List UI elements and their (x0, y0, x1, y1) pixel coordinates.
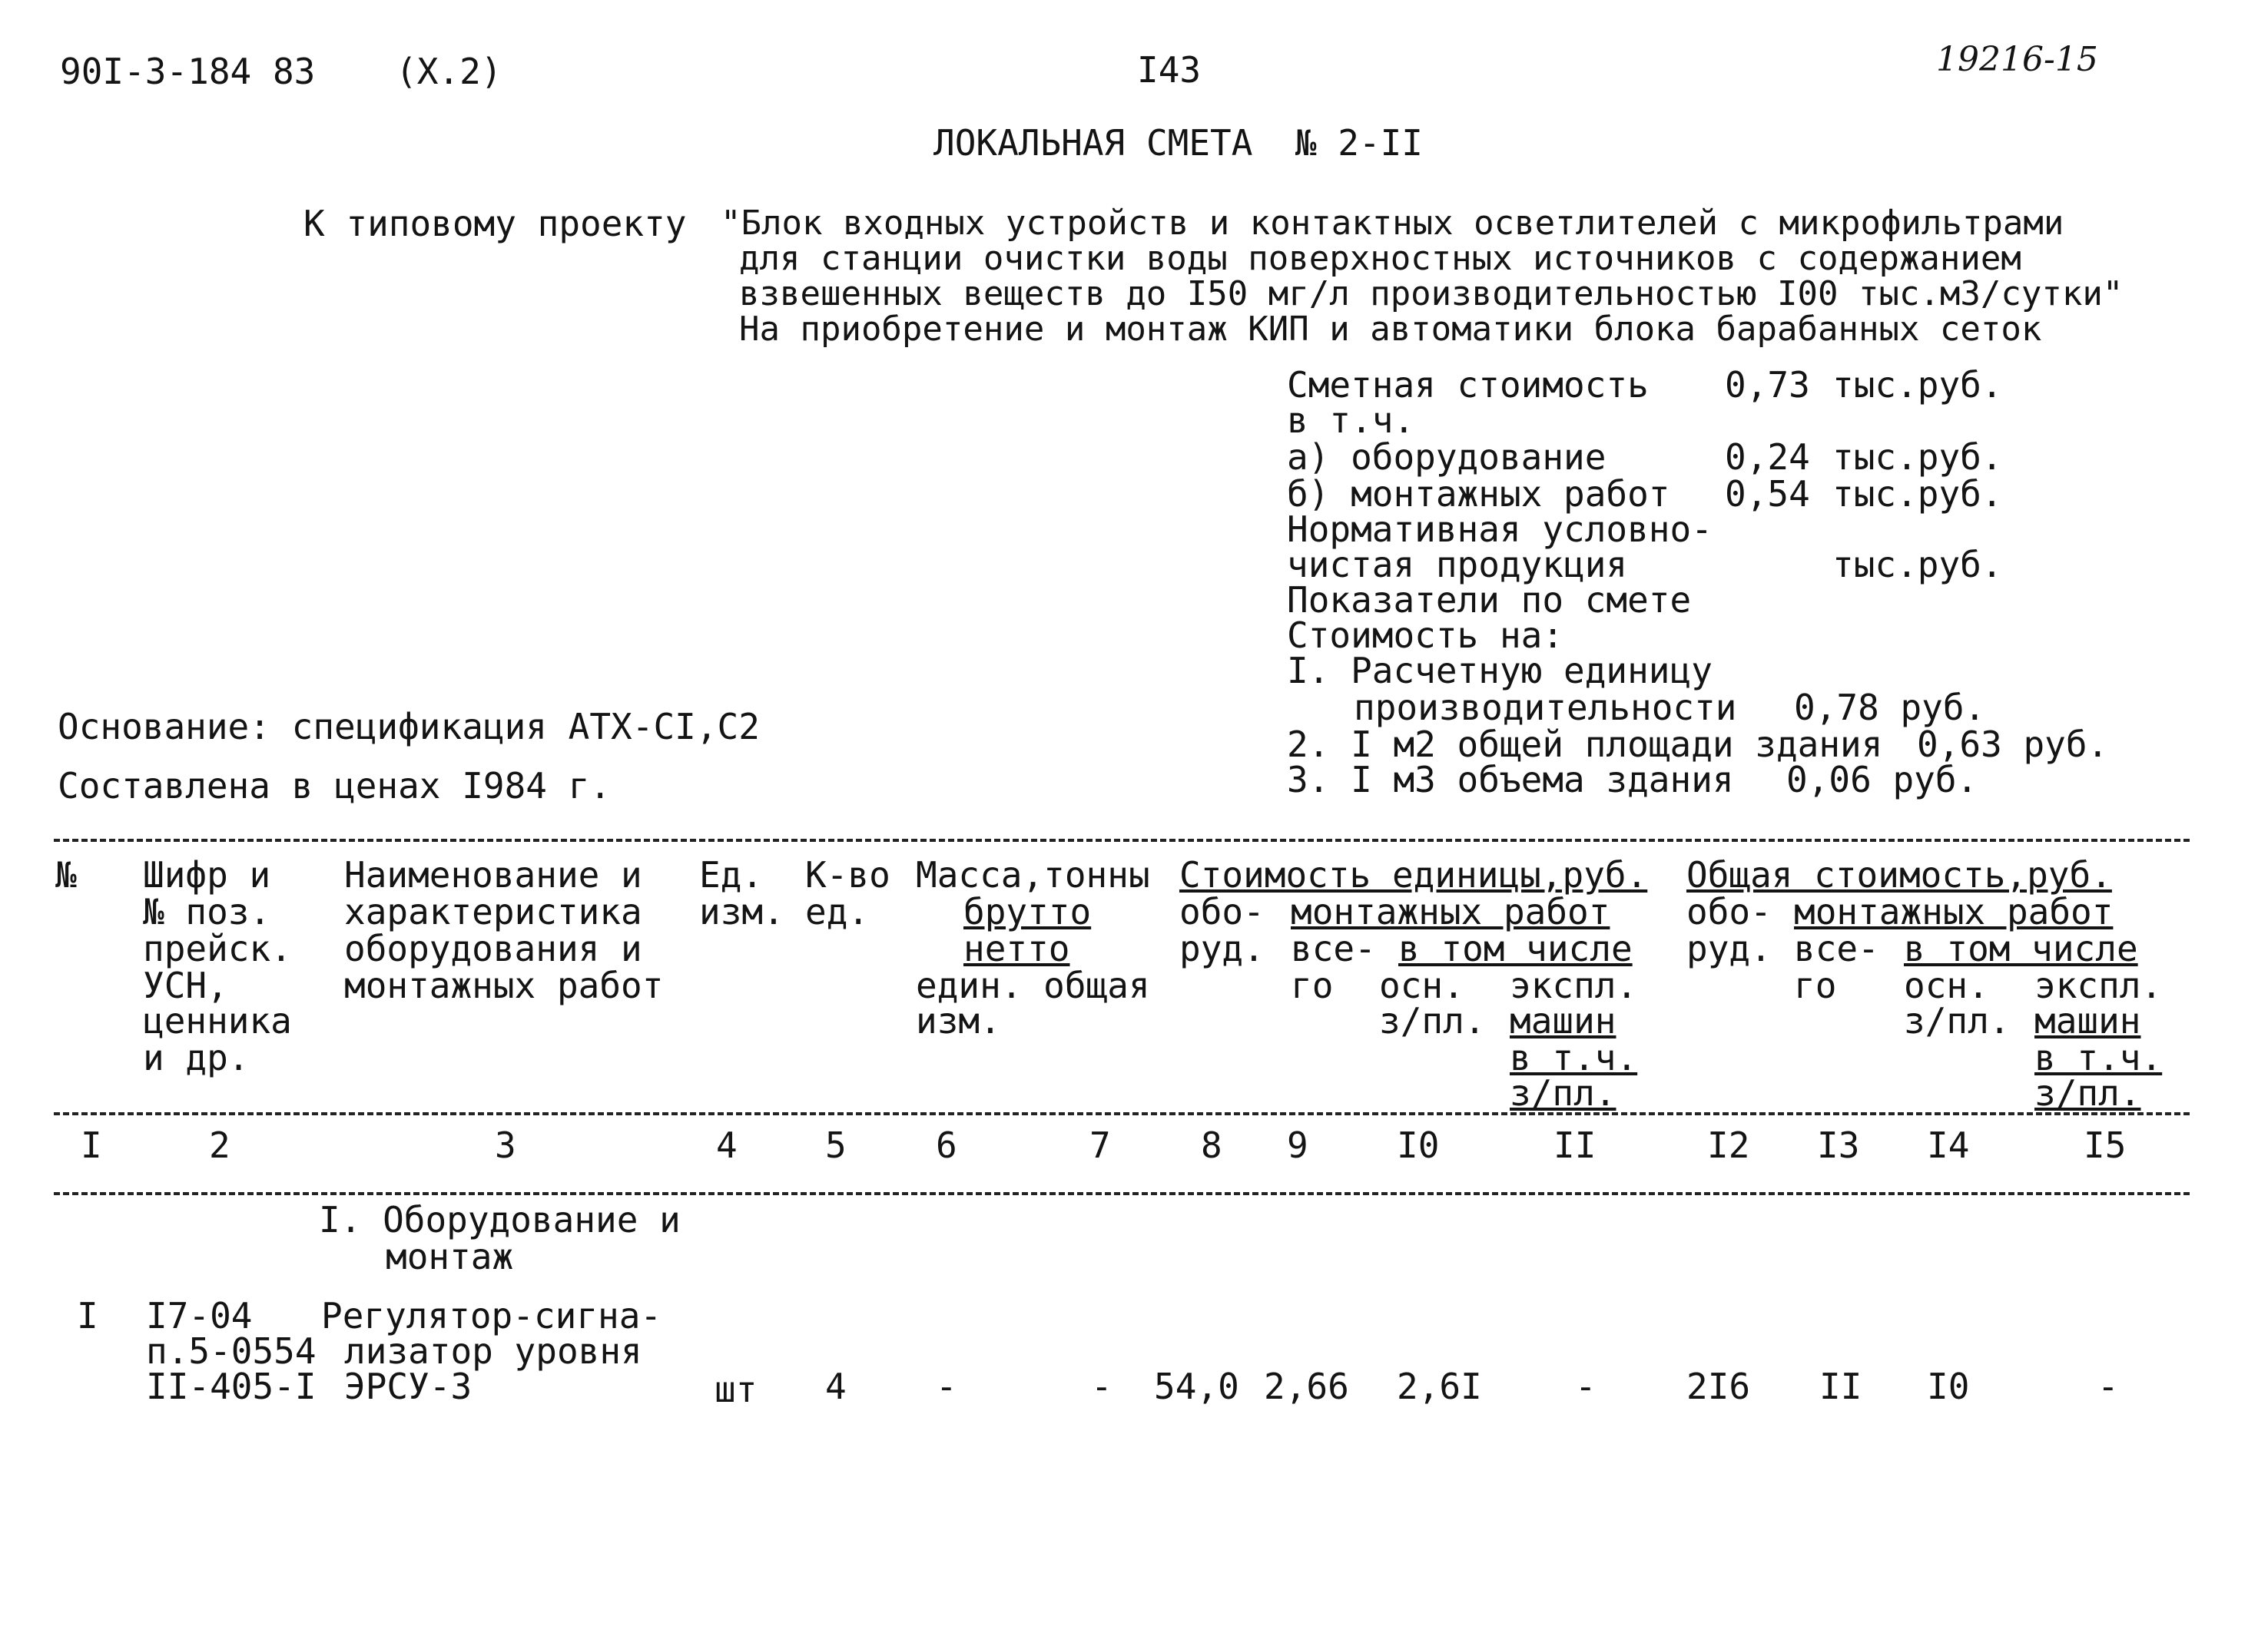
row-mass-unit: - (936, 1366, 957, 1407)
col-number: I0 (1397, 1125, 1440, 1166)
col-header-qty-2: ед. (805, 891, 870, 932)
project-line-2: для станции очистки воды поверхностных источников с содержанием (739, 239, 2021, 278)
row-name-3: ЭРСУ-3 (344, 1366, 472, 1407)
project-code: 90I-3-184 83 (60, 51, 316, 92)
col-header-code-2: № поз. (143, 891, 271, 932)
normative-label-2: чистая продукция (1287, 544, 1628, 585)
col-number: II (1553, 1125, 1597, 1166)
item1-label-1: I. Расчетную единицу (1287, 650, 1713, 691)
col-header-total-cost: Общая стоимость,руб. (1686, 854, 2112, 896)
col-header-unit-mach-4: з/пл. (1510, 1072, 1616, 1114)
col-header-unit-1: Ед. (699, 854, 764, 896)
col-header-name-4: монтажных работ (344, 965, 664, 1006)
row-code-1: I7-04 (146, 1295, 253, 1337)
row-equip-unit: 54,0 (1154, 1366, 1239, 1407)
project-prefix: К типовому проекту (303, 203, 687, 244)
col-header-unit-2: изм. (699, 891, 784, 932)
installation-unit: тыс.руб. (1832, 473, 2003, 515)
col-number: 5 (825, 1125, 847, 1166)
col-number: 9 (1287, 1125, 1308, 1166)
item1-label-2: производительности (1354, 687, 1737, 728)
page-number: I43 (1137, 49, 1202, 91)
installation-value: 0,54 (1725, 473, 1810, 515)
table-header-rule (54, 1112, 2190, 1115)
project-line-3: взвешенных веществ до I50 мг/л производительностью I00 тыс.м3/сутки" (739, 274, 2124, 313)
item1-value: 0,78 руб. (1794, 687, 1986, 728)
col-number: 8 (1201, 1125, 1222, 1166)
row-code-2: п.5-0554 (146, 1330, 317, 1372)
col-header-mass-unit-total: един. общая (916, 965, 1150, 1006)
estimated-cost-label: Сметная стоимость (1287, 364, 1649, 406)
normative-label-1: Нормативная условно- (1287, 508, 1713, 550)
row-install-total-all: II (1819, 1366, 1862, 1407)
table-top-rule (54, 839, 2190, 842)
col-header-unit-equip-1: обо- (1179, 891, 1265, 932)
item3-label: 3. I м3 объема здания (1287, 759, 1734, 800)
item3-value: 0,06 руб. (1786, 759, 1978, 800)
col-header-total-equip-1: обо- (1686, 891, 1772, 932)
col-header-unit-total-1: все- (1291, 928, 1376, 969)
estimated-cost-unit: тыс.руб. (1832, 364, 2003, 406)
col-header-code-3: прейск. (143, 928, 292, 969)
column-numbers-rule (54, 1192, 2190, 1195)
section-heading-2: монтаж (386, 1236, 514, 1277)
row-name-1: Регулятор-сигна- (321, 1295, 662, 1337)
col-number: I4 (1927, 1125, 1970, 1166)
col-header-unit-mach-2: машин (1510, 1000, 1616, 1042)
col-header-unit-incl: в том числе (1398, 928, 1633, 969)
col-number: I5 (2084, 1125, 2127, 1166)
col-header-total-equip-2: руд. (1686, 928, 1772, 969)
part-number: (X.2) (396, 51, 502, 92)
col-number: 7 (1089, 1125, 1111, 1166)
row-name-2: лизатор уровня (344, 1330, 642, 1372)
col-header-total-mach-2: машин (2034, 1000, 2141, 1042)
col-header-qty-1: К-во (805, 854, 890, 896)
row-number: I (77, 1295, 98, 1337)
col-number: 2 (209, 1125, 230, 1166)
col-header-unit-mach-1: экспл. (1510, 965, 1638, 1006)
item2-label: 2. I м2 общей площади здания (1287, 724, 1883, 765)
col-header-total-wages-2: з/пл. (1904, 1000, 2011, 1042)
row-install-machines: - (1575, 1366, 1597, 1407)
cost-per-label: Стоимость на: (1287, 614, 1564, 656)
col-header-unit-wages-2: з/пл. (1379, 1000, 1486, 1042)
col-header-mass-net: нетто (963, 928, 1070, 969)
col-header-total-install: монтажных работ (1794, 891, 2114, 932)
col-header-unit-wages-1: осн. (1379, 965, 1464, 1006)
row-unit: шт (715, 1369, 758, 1410)
col-header-total-wages-1: осн. (1904, 965, 1989, 1006)
row-install-total: 2,66 (1264, 1366, 1349, 1407)
col-header-unit-equip-2: руд. (1179, 928, 1265, 969)
col-header-code-4: УСН, (143, 965, 228, 1006)
equipment-value: 0,24 (1725, 436, 1810, 478)
stamp-number: 19216-15 (1936, 40, 2098, 79)
row-mass-total: - (1091, 1366, 1112, 1407)
row-code-3: II-405-I (146, 1366, 317, 1407)
indicators-label: Показатели по смете (1287, 579, 1692, 621)
row-equip-total: 2I6 (1686, 1366, 1751, 1407)
row-install-wages: 2,6I (1397, 1366, 1482, 1407)
col-header-unit-mach-3: в т.ч. (1510, 1037, 1638, 1078)
installation-label: б) монтажных работ (1287, 473, 1670, 515)
col-header-unit-cost: Стоимость единицы,руб. (1179, 854, 1648, 896)
col-header-unit-total-2: го (1291, 965, 1334, 1006)
col-header-code-6: и др. (143, 1037, 250, 1078)
col-number: I2 (1707, 1125, 1750, 1166)
row-wages-total: I0 (1927, 1366, 1970, 1407)
col-header-mass-unit-2: изм. (916, 1000, 1001, 1042)
project-line-1: "Блок входных устройств и контактных осветлителей с микрофильтрами (721, 204, 2064, 243)
basis-text: Основание: спецификация АТХ-СI,С2 (58, 706, 760, 747)
row-qty: 4 (825, 1366, 847, 1407)
col-number: 6 (936, 1125, 957, 1166)
col-header-total-all-2: го (1794, 965, 1837, 1006)
col-header-total-mach-4: з/пл. (2034, 1072, 2141, 1114)
col-header-code-5: ценника (143, 1000, 292, 1042)
col-header-mass-gross: брутто (963, 891, 1092, 932)
col-number: 3 (495, 1125, 516, 1166)
col-header-name-2: характеристика (344, 891, 642, 932)
equipment-label: а) оборудование (1287, 436, 1606, 478)
col-header-unit-install: монтажных работ (1291, 891, 1610, 932)
prices-text: Составлена в ценах I984 г. (58, 765, 612, 807)
col-header-total-all-1: все- (1794, 928, 1879, 969)
col-header-name-3: оборудования и (344, 928, 642, 969)
project-line-4: На приобретение и монтаж КИП и автоматики блока барабанных сеток (739, 310, 2042, 349)
item2-value: 0,63 руб. (1917, 724, 2109, 765)
col-number: I (81, 1125, 102, 1166)
col-header-total-mach-3: в т.ч. (2034, 1037, 2163, 1078)
equipment-unit: тыс.руб. (1832, 436, 2003, 478)
col-header-code-1: Шифр и (143, 854, 271, 896)
document-title: ЛОКАЛЬНАЯ СМЕТА № 2-II (933, 122, 1423, 164)
estimated-cost-value: 0,73 (1725, 364, 1810, 406)
section-heading-1: I. Оборудование и (319, 1199, 681, 1240)
col-header-no: № (55, 854, 77, 896)
col-number: 4 (716, 1125, 738, 1166)
col-header-mass-1: Масса,тонны (916, 854, 1150, 896)
including-label: в т.ч. (1287, 399, 1415, 441)
col-number: I3 (1817, 1125, 1860, 1166)
col-header-total-mach-1: экспл. (2034, 965, 2163, 1006)
col-header-total-incl: в том числе (1904, 928, 2138, 969)
row-machines-total: - (2097, 1366, 2119, 1407)
col-header-name-1: Наименование и (344, 854, 642, 896)
normative-unit: тыс.руб. (1832, 544, 2003, 585)
